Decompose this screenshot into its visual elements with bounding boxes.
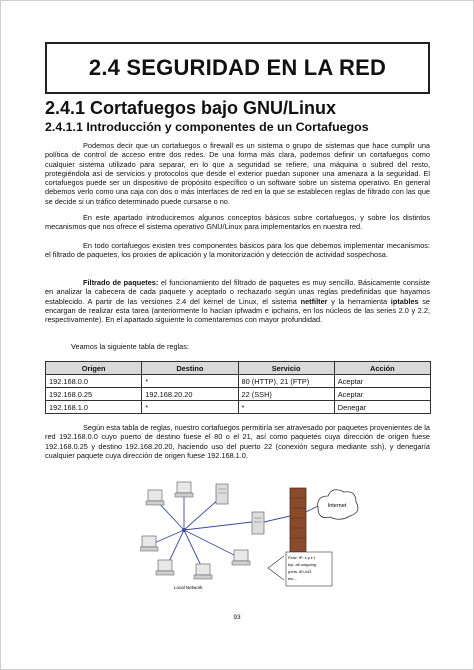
computer-icon: [140, 536, 158, 551]
table-cell: 192.168.1.0: [46, 401, 142, 414]
firewall-server-icon: [252, 512, 264, 534]
table-row: [46, 401, 431, 414]
packet-filtering-term: Filtrado de paquetes:: [83, 278, 159, 287]
paragraph-components-text: En todo cortafuegos existen tres componentes básicos para los que debemos implementar mecanismos: el filtrado de paquetes, los proxies de aplicación y la monitorización y detección de actividad sospechosa.: [45, 241, 430, 260]
table-cell: 192.168.0.0: [46, 375, 142, 388]
table-cell: 192.168.20.20: [142, 388, 238, 401]
table-row: [46, 375, 431, 388]
table-cell: 192.168.0.25: [46, 388, 142, 401]
computer-icon: [146, 490, 164, 505]
computer-icon: [194, 564, 212, 579]
netfilter-term: netfilter: [300, 296, 328, 306]
table-header-cell: Acción: [334, 362, 430, 375]
rule-line: tcp: all outgoing: [288, 562, 317, 567]
subsection-title: 2.4.1.1 Introducción y componentes de un Cortafuegos: [45, 120, 369, 134]
chapter-title: 2.4 SEGURIDAD EN LA RED: [88, 55, 387, 80]
packet-filtering-text-c: se encargan de realizar esta tarea (anteriormente lo hacían ipfwadm e ipchains, en los núcleos de las series 2.0 y 2.2, respectivamente). En el apartado siguiente lo comentaremos con mayor profundidad.: [45, 296, 430, 325]
paragraph-table-explanation-text: Según esta tabla de reglas, nuestro cortafuegos permitiría ser atravesado por paquetes provenientes de la red 192.168.0.0 cuyo puerto de destino fuese el 80 o el 21, así como paquetes cuya dirección de origen fuese 192.168.0.25 y destino 192.168.20.20, haciendo uso del puerto 22 (conexión segura mediante ssh), y denegaría cualquier paquete cuya dirección de origen fuese 192.168.1.0.: [45, 423, 430, 460]
lan-label: Local Network: [174, 585, 203, 590]
section-title: 2.4.1 Cortafuegos bajo GNU/Linux: [45, 98, 337, 118]
paragraph-definition-text: Podemos decir que un cortafuegos o firewall es un sistema o grupo de sistemas que hace cumplir una política de control de acceso entre dos redes. De una forma más clara, podemos definir un cortafuegos como cualquier sistema utilizado para separar, en lo que a seguridad se refiere, una máquina o subred del resto, protegiéndola así de servicios y protocolos que desde el exterior puedan suponer una amenaza a la seguridad. El cortafuegos puede ser un dispositivo de propósito específico o un software sobre un sistema operativo. En general debemos verlo como una caja con dos o más interfaces de red en la que se establecen reglas de filtrado con las que se decide si un tráfico determinado puede cursarse o no.: [45, 141, 430, 206]
table-header-cell: Servicio: [238, 362, 334, 375]
callout-arrow: [268, 556, 284, 580]
computer-icon: [156, 560, 174, 575]
network-hub: [182, 528, 186, 532]
firewall-wall-icon: [290, 488, 306, 552]
table-header-row: [46, 362, 431, 375]
table-header-cell: Destino: [142, 362, 238, 375]
table-cell: Aceptar: [334, 375, 430, 388]
table-header-cell: Origen: [46, 362, 142, 375]
computer-icon: [175, 482, 193, 497]
table-cell: 22 (SSH): [238, 388, 334, 401]
paragraph-table-explanation: [45, 423, 430, 460]
table-cell: *: [238, 401, 334, 414]
table-cell: *: [142, 401, 238, 414]
iptables-term: iptables: [390, 296, 419, 306]
table-cell: *: [142, 375, 238, 388]
table-cell: Aceptar: [334, 388, 430, 401]
table-cell: Denegar: [334, 401, 430, 414]
page-number: 93: [233, 614, 241, 621]
rule-line: etc...: [288, 576, 297, 581]
paragraph-packet-filtering: [45, 278, 430, 324]
paragraph-intro: [45, 213, 430, 232]
rule-line: Flow: IP: x.y.z.t: [288, 555, 315, 560]
computer-icon: [232, 550, 250, 565]
chapter-title-box: [45, 42, 430, 94]
paragraph-definition: [45, 141, 430, 206]
firewall-diagram: [140, 472, 360, 592]
table-cell: 80 (HTTP), 21 (FTP): [238, 375, 334, 388]
rule-line: ports: 80,443: [288, 569, 312, 574]
packet-filtering-text-b: y la herramienta: [327, 296, 391, 306]
paragraph-intro-text: En este apartado introduciremos algunos conceptos básicos sobre cortafuegos, y sobre los distintos mecanismos que nos ofrece el sistema operativo GNU/Linux para implementarlos en nuestra red.: [45, 213, 430, 232]
internet-label: Internet: [327, 503, 347, 509]
paragraph-components: [45, 241, 430, 260]
server-icon: [216, 484, 228, 504]
packet-filtering-text-a: el funcionamiento del filtrado de paquetes es muy sencillo. Básicamente consiste en analizar la cabecera de cada paquete y aceptarlo o rechazarlo según unas reglas predefinidas que hayamos establecido. A partir de las versiones 2.4 del kernel de Linux, el sistema: [45, 278, 431, 306]
paragraph-table-intro: Veamos la siguiente tabla de reglas:: [71, 342, 189, 351]
table-row: [46, 388, 431, 401]
rules-table: [45, 361, 431, 414]
